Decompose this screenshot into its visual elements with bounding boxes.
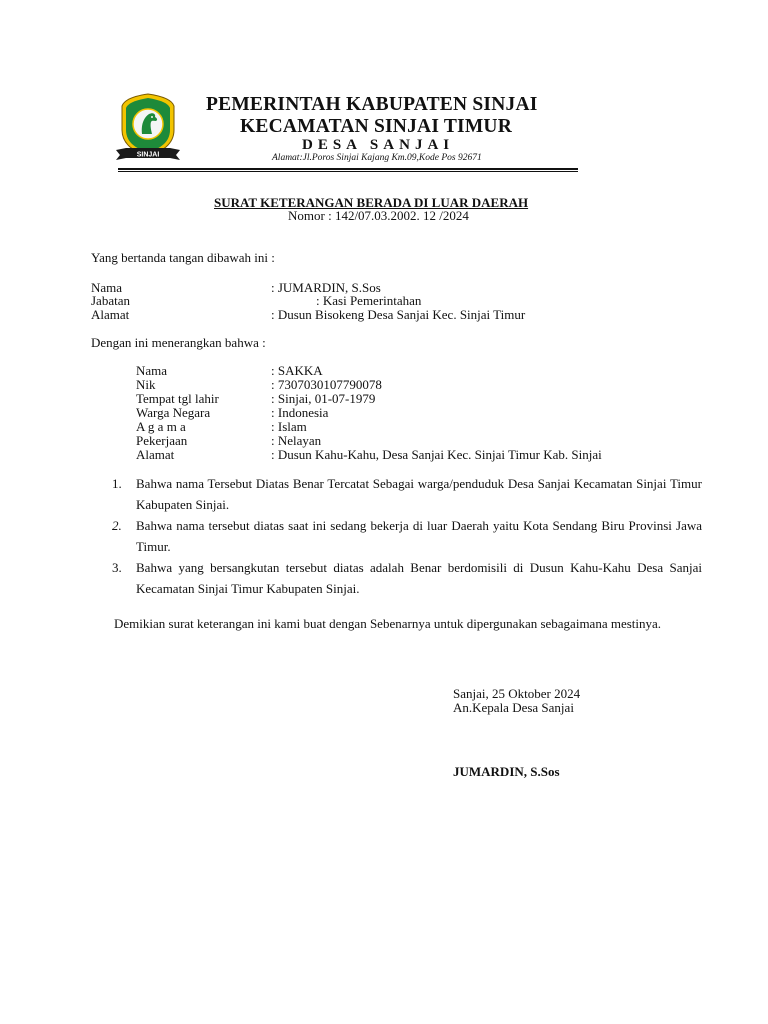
subject-label: A g a m a [136,419,186,434]
intro-text: Yang bertanda tangan dibawah ini : [91,250,275,265]
signature-place-date: Sanjai, 25 Oktober 2024 [453,686,581,701]
list-item-text: Bahwa yang bersangkutan tersebut diatas adalah Benar berdomisili di Dusun Kahu-Kahu Desa Sanjai Kecamatan Sinjai Timur Kabupaten Sinjai. [136,560,702,596]
subject-label: Pekerjaan [136,433,188,448]
statement-points [112,473,702,599]
document-number: Nomor : 142/07.03.2002. 12 /2024 [288,208,469,223]
letterhead-divider-thin [118,171,578,172]
list-item [112,515,702,557]
subject-label: Warga Negara [136,405,211,420]
signer-name-label: Nama [91,280,123,295]
signer-address-label: Alamat [91,307,130,322]
list-item [112,473,702,515]
closing-paragraph: Demikian surat keterangan ini kami buat dengan Sebenarnya untuk dipergunakan sebagaimana mestinya. [114,616,662,631]
signer-position-value: : Kasi Pemerintahan [316,293,422,308]
logo-caption: SINJAI [136,151,160,159]
subject-value: : Dusun Kahu-Kahu, Desa Sanjai Kec. Sinjai Timur Kab. Sinjai [271,447,602,462]
header-village: DESA SANJAI [302,137,455,153]
subject-value: : 7307030107790078 [271,377,382,392]
signature-name: JUMARDIN, S.Sos [453,764,560,779]
letterhead-divider [118,168,578,170]
subject-value: : Indonesia [271,405,329,420]
subject-value: : Islam [271,419,307,434]
subject-label: Nik [136,377,156,392]
subject-value: : Nelayan [271,433,322,448]
subject-label: Alamat [136,447,175,462]
list-item-number: 3. [112,560,122,575]
subject-label: Tempat tgl lahir [136,391,219,406]
signer-name-value: : JUMARDIN, S.Sos [271,280,381,295]
subject-label: Nama [136,363,168,378]
list-item-text: Bahwa nama tersebut diatas saat ini sedang bekerja di luar Daerah yaitu Kota Sendang Biru Provinsi Jawa Timur. [136,518,702,554]
list-item-text: Bahwa nama Tersebut Diatas Benar Tercatat Sebagai warga/penduduk Desa Sanjai Kecamatan Sinjai Timur Kabupaten Sinjai. [136,476,702,512]
list-item-number: 1. [112,476,122,491]
header-district: KECAMATAN SINJAI TIMUR [240,116,513,137]
signature-position: An.Kepala Desa Sanjai [453,700,574,715]
header-government: PEMERINTAH KABUPATEN SINJAI [206,94,538,115]
list-item-number: 2. [112,518,122,533]
signer-address-value: : Dusun Bisokeng Desa Sanjai Kec. Sinjai Timur [271,307,526,322]
subject-value: : Sinjai, 01-07-1979 [271,391,376,406]
list-item [112,557,702,599]
statement-intro: Dengan ini menerangkan bahwa : [91,335,266,350]
subject-value: : SAKKA [271,363,323,378]
document-title: SURAT KETERANGAN BERADA DI LUAR DAERAH [214,195,529,210]
regency-emblem-logo [114,92,182,164]
header-address: Alamat:Jl.Poros Sinjai Kajang Km.09,Kode Pos 92671 [272,153,482,163]
signer-position-label: Jabatan [91,293,130,308]
